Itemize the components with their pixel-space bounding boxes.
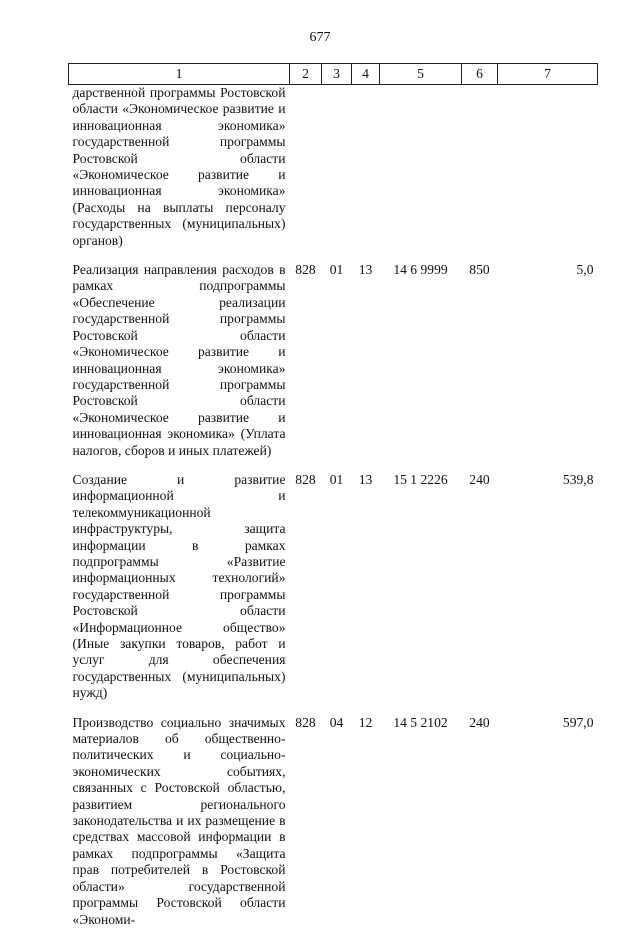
row-col-6: 240 <box>469 714 490 730</box>
row-description: Производство социально значимых материалов об общественно-политических и социально-экономических событиях, связанных с Ростовской областью, развитием регионального законодательства и их размещение в средствах массовой информации в рамках подпрограммы «Защита прав потребителей в Ростовской области» государственной программы Ростовской области «Экономи- <box>72 714 286 927</box>
page-number: 677 <box>309 30 331 45</box>
table-body <box>69 85 598 928</box>
row-col-4: 13 <box>358 262 373 278</box>
row-col-3: 04 <box>329 714 344 730</box>
row-col-3: 01 <box>329 262 344 278</box>
row-col-5: 14 5 2102 <box>393 714 448 730</box>
row-col-6 <box>462 85 498 250</box>
row-description: дарственной программы Ростовской области «Экономическое развитие и инновационная экономика» государственной программы Ростовской области «Экономическое развитие и инновационная экономика» (Расходы на выплаты персоналу государственных (муниципальных) органов) <box>72 85 286 248</box>
header-col-7: 7 <box>498 64 598 85</box>
table-row <box>69 472 598 702</box>
table-row <box>69 85 598 250</box>
header-col-3: 3 <box>322 64 352 85</box>
row-description: Реализация направления расходов в рамках подпрограммы «Обеспечение реализации государственной программы Ростовской области «Экономическое развитие и инновационная экономика» государственной программы Ростовской области «Экономическое развитие и инновационная экономика» (Уплата налогов, сборов и иных платежей) <box>72 262 286 458</box>
table-header <box>69 64 598 85</box>
header-col-2: 2 <box>290 64 322 85</box>
header-row <box>69 64 598 85</box>
budget-table <box>68 63 598 928</box>
row-amount: 539,8 <box>562 471 594 487</box>
row-spacer <box>69 249 598 262</box>
header-col-6: 6 <box>462 64 498 85</box>
row-col-2: 828 <box>295 714 316 730</box>
row-col-6: 240 <box>469 471 490 487</box>
row-col-3: 01 <box>329 471 344 487</box>
table-row <box>69 262 598 459</box>
row-spacer <box>69 702 598 715</box>
row-col-4 <box>352 85 380 250</box>
row-col-3 <box>322 85 352 250</box>
row-col-4: 12 <box>358 714 373 730</box>
row-col-5: 15 1 2226 <box>393 471 448 487</box>
row-amount: 5,0 <box>576 262 594 278</box>
row-col-2: 828 <box>295 471 316 487</box>
row-amount: 597,0 <box>562 714 594 730</box>
row-col-2 <box>290 85 322 250</box>
row-spacer <box>69 459 598 472</box>
row-col-2: 828 <box>295 262 316 278</box>
row-description: Создание и развитие информационной и телекоммуникационной инфраструктуры, защита информации в рамках подпрограммы «Развитие информационных технологий» государственной программы Ростовской области «Информационное общество» (Иные закупки товаров, работ и услуг для обеспечения государственных (муниципальных) нужд) <box>72 471 286 701</box>
table-row <box>69 715 598 928</box>
row-col-4: 13 <box>358 471 373 487</box>
header-col-5: 5 <box>380 64 462 85</box>
row-col-5: 14 6 9999 <box>393 262 448 278</box>
header-col-1: 1 <box>69 64 290 85</box>
row-col-5 <box>380 85 462 250</box>
row-amount <box>498 85 598 250</box>
header-col-4: 4 <box>352 64 380 85</box>
row-col-6: 850 <box>469 262 490 278</box>
